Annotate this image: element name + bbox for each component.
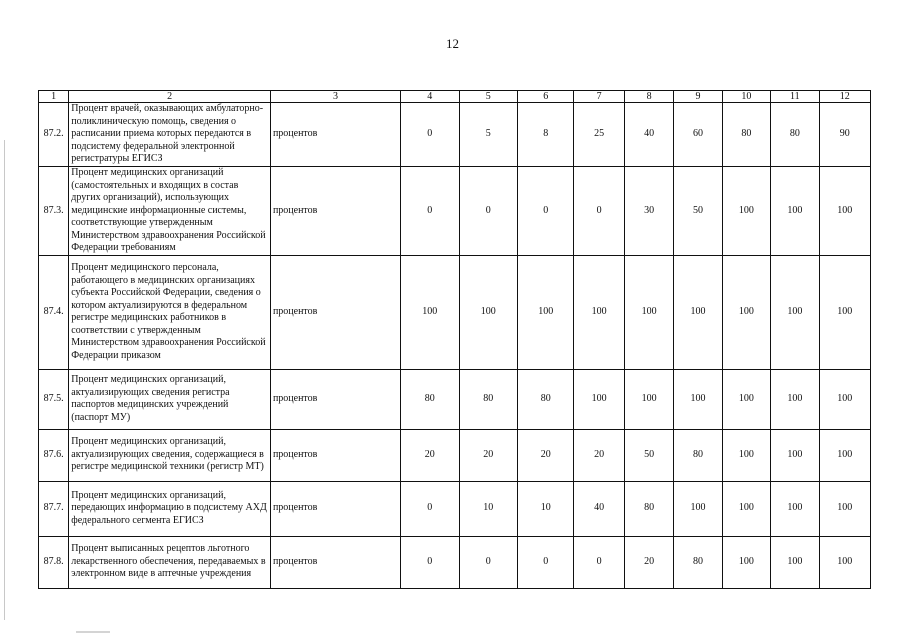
- header-cell: 1: [39, 91, 69, 103]
- value-cell: 20: [459, 429, 517, 481]
- value-cell: 100: [819, 167, 870, 256]
- value-cell: 100: [771, 536, 819, 588]
- value-cell: 100: [722, 536, 770, 588]
- value-cell: 100: [771, 255, 819, 369]
- row-unit: процентов: [270, 255, 400, 369]
- row-number: 87.2.: [39, 103, 69, 167]
- value-cell: 100: [722, 255, 770, 369]
- value-cell: 100: [771, 369, 819, 429]
- header-cell: 5: [459, 91, 517, 103]
- value-cell: 100: [771, 167, 819, 256]
- table-row: [39, 429, 871, 481]
- header-cell: 11: [771, 91, 819, 103]
- value-cell: 100: [401, 255, 459, 369]
- value-cell: 100: [624, 255, 673, 369]
- value-cell: 20: [624, 536, 673, 588]
- value-cell: 100: [574, 255, 624, 369]
- indicators-table: [38, 90, 871, 589]
- row-unit: процентов: [270, 536, 400, 588]
- header-cell: 10: [722, 91, 770, 103]
- row-description: Процент врачей, оказывающих амбулаторно-поликлиническую помощь, сведения о расписании приема которых передаются в подсистему федеральной электронной регистратуры ЕГИСЗ: [69, 103, 271, 167]
- header-cell: 4: [401, 91, 459, 103]
- header-cell: 7: [574, 91, 624, 103]
- value-cell: 100: [574, 369, 624, 429]
- row-unit: процентов: [270, 103, 400, 167]
- value-cell: 80: [459, 369, 517, 429]
- value-cell: 80: [518, 369, 574, 429]
- value-cell: 100: [722, 429, 770, 481]
- page-number: 12: [446, 36, 459, 51]
- value-cell: 30: [624, 167, 673, 256]
- row-unit: процентов: [270, 167, 400, 256]
- row-description: Процент медицинских организаций, актуализирующих сведения регистра паспортов медицинских учреждений (паспорт МУ): [69, 369, 271, 429]
- value-cell: 100: [518, 255, 574, 369]
- value-cell: 100: [674, 255, 722, 369]
- value-cell: 100: [771, 481, 819, 536]
- row-number: 87.5.: [39, 369, 69, 429]
- value-cell: 100: [819, 536, 870, 588]
- value-cell: 60: [674, 103, 722, 167]
- value-cell: 0: [574, 536, 624, 588]
- value-cell: 80: [674, 429, 722, 481]
- value-cell: 80: [722, 103, 770, 167]
- value-cell: 50: [674, 167, 722, 256]
- value-cell: 0: [401, 481, 459, 536]
- value-cell: 90: [819, 103, 870, 167]
- value-cell: 20: [401, 429, 459, 481]
- value-cell: 100: [722, 369, 770, 429]
- table-row: [39, 167, 871, 256]
- value-cell: 0: [459, 167, 517, 256]
- table-row: [39, 255, 871, 369]
- row-description: Процент медицинского персонала, работающего в медицинских организациях субъекта Российской Федерации, сведения о котором актуализируются в федеральном регистре медицинских работников в соответствии с утвержденным Министерством здравоохранения Российской Федерации приказом: [69, 255, 271, 369]
- value-cell: 10: [459, 481, 517, 536]
- table-row: [39, 369, 871, 429]
- value-cell: 100: [771, 429, 819, 481]
- row-number: 87.7.: [39, 481, 69, 536]
- row-description: Процент медицинских организаций (самостоятельных и входящих в состав других организаций), использующих медицинские информационные системы, соответствующие утвержденным Министерством здравоохранения Российской Федерации требованиям: [69, 167, 271, 256]
- row-unit: процентов: [270, 481, 400, 536]
- header-cell: 3: [270, 91, 400, 103]
- scan-edge-line: [4, 140, 5, 620]
- table-row: [39, 103, 871, 167]
- row-unit: процентов: [270, 369, 400, 429]
- value-cell: 80: [674, 536, 722, 588]
- value-cell: 0: [401, 167, 459, 256]
- value-cell: 100: [819, 481, 870, 536]
- value-cell: 100: [819, 429, 870, 481]
- value-cell: 40: [574, 481, 624, 536]
- value-cell: 40: [624, 103, 673, 167]
- row-unit: процентов: [270, 429, 400, 481]
- row-description: Процент медицинских организаций, передающих информацию в подсистему АХД федерального сегмента ЕГИСЗ: [69, 481, 271, 536]
- value-cell: 0: [401, 103, 459, 167]
- value-cell: 100: [722, 481, 770, 536]
- value-cell: 5: [459, 103, 517, 167]
- value-cell: 80: [624, 481, 673, 536]
- value-cell: 100: [819, 255, 870, 369]
- row-number: 87.6.: [39, 429, 69, 481]
- value-cell: 0: [518, 167, 574, 256]
- value-cell: 100: [459, 255, 517, 369]
- row-description: Процент выписанных рецептов льготного лекарственного обеспечения, передаваемых в электронном виде в аптечные учреждения: [69, 536, 271, 588]
- value-cell: 0: [459, 536, 517, 588]
- value-cell: 100: [722, 167, 770, 256]
- header-cell: 6: [518, 91, 574, 103]
- table-row: [39, 536, 871, 588]
- value-cell: 20: [574, 429, 624, 481]
- header-cell: 8: [624, 91, 673, 103]
- scan-artifact: [76, 631, 110, 633]
- row-number: 87.8.: [39, 536, 69, 588]
- value-cell: 25: [574, 103, 624, 167]
- table-row: [39, 481, 871, 536]
- value-cell: 100: [674, 369, 722, 429]
- value-cell: 0: [401, 536, 459, 588]
- value-cell: 100: [624, 369, 673, 429]
- header-row: [39, 91, 871, 103]
- header-cell: 12: [819, 91, 870, 103]
- value-cell: 0: [574, 167, 624, 256]
- header-cell: 2: [69, 91, 271, 103]
- value-cell: 100: [674, 481, 722, 536]
- value-cell: 0: [518, 536, 574, 588]
- row-description: Процент медицинских организаций, актуализирующих сведения, содержащиеся в регистре медицинской техники (регистр МТ): [69, 429, 271, 481]
- value-cell: 20: [518, 429, 574, 481]
- row-number: 87.3.: [39, 167, 69, 256]
- header-cell: 9: [674, 91, 722, 103]
- value-cell: 8: [518, 103, 574, 167]
- value-cell: 10: [518, 481, 574, 536]
- value-cell: 100: [819, 369, 870, 429]
- value-cell: 80: [771, 103, 819, 167]
- row-number: 87.4.: [39, 255, 69, 369]
- value-cell: 50: [624, 429, 673, 481]
- value-cell: 80: [401, 369, 459, 429]
